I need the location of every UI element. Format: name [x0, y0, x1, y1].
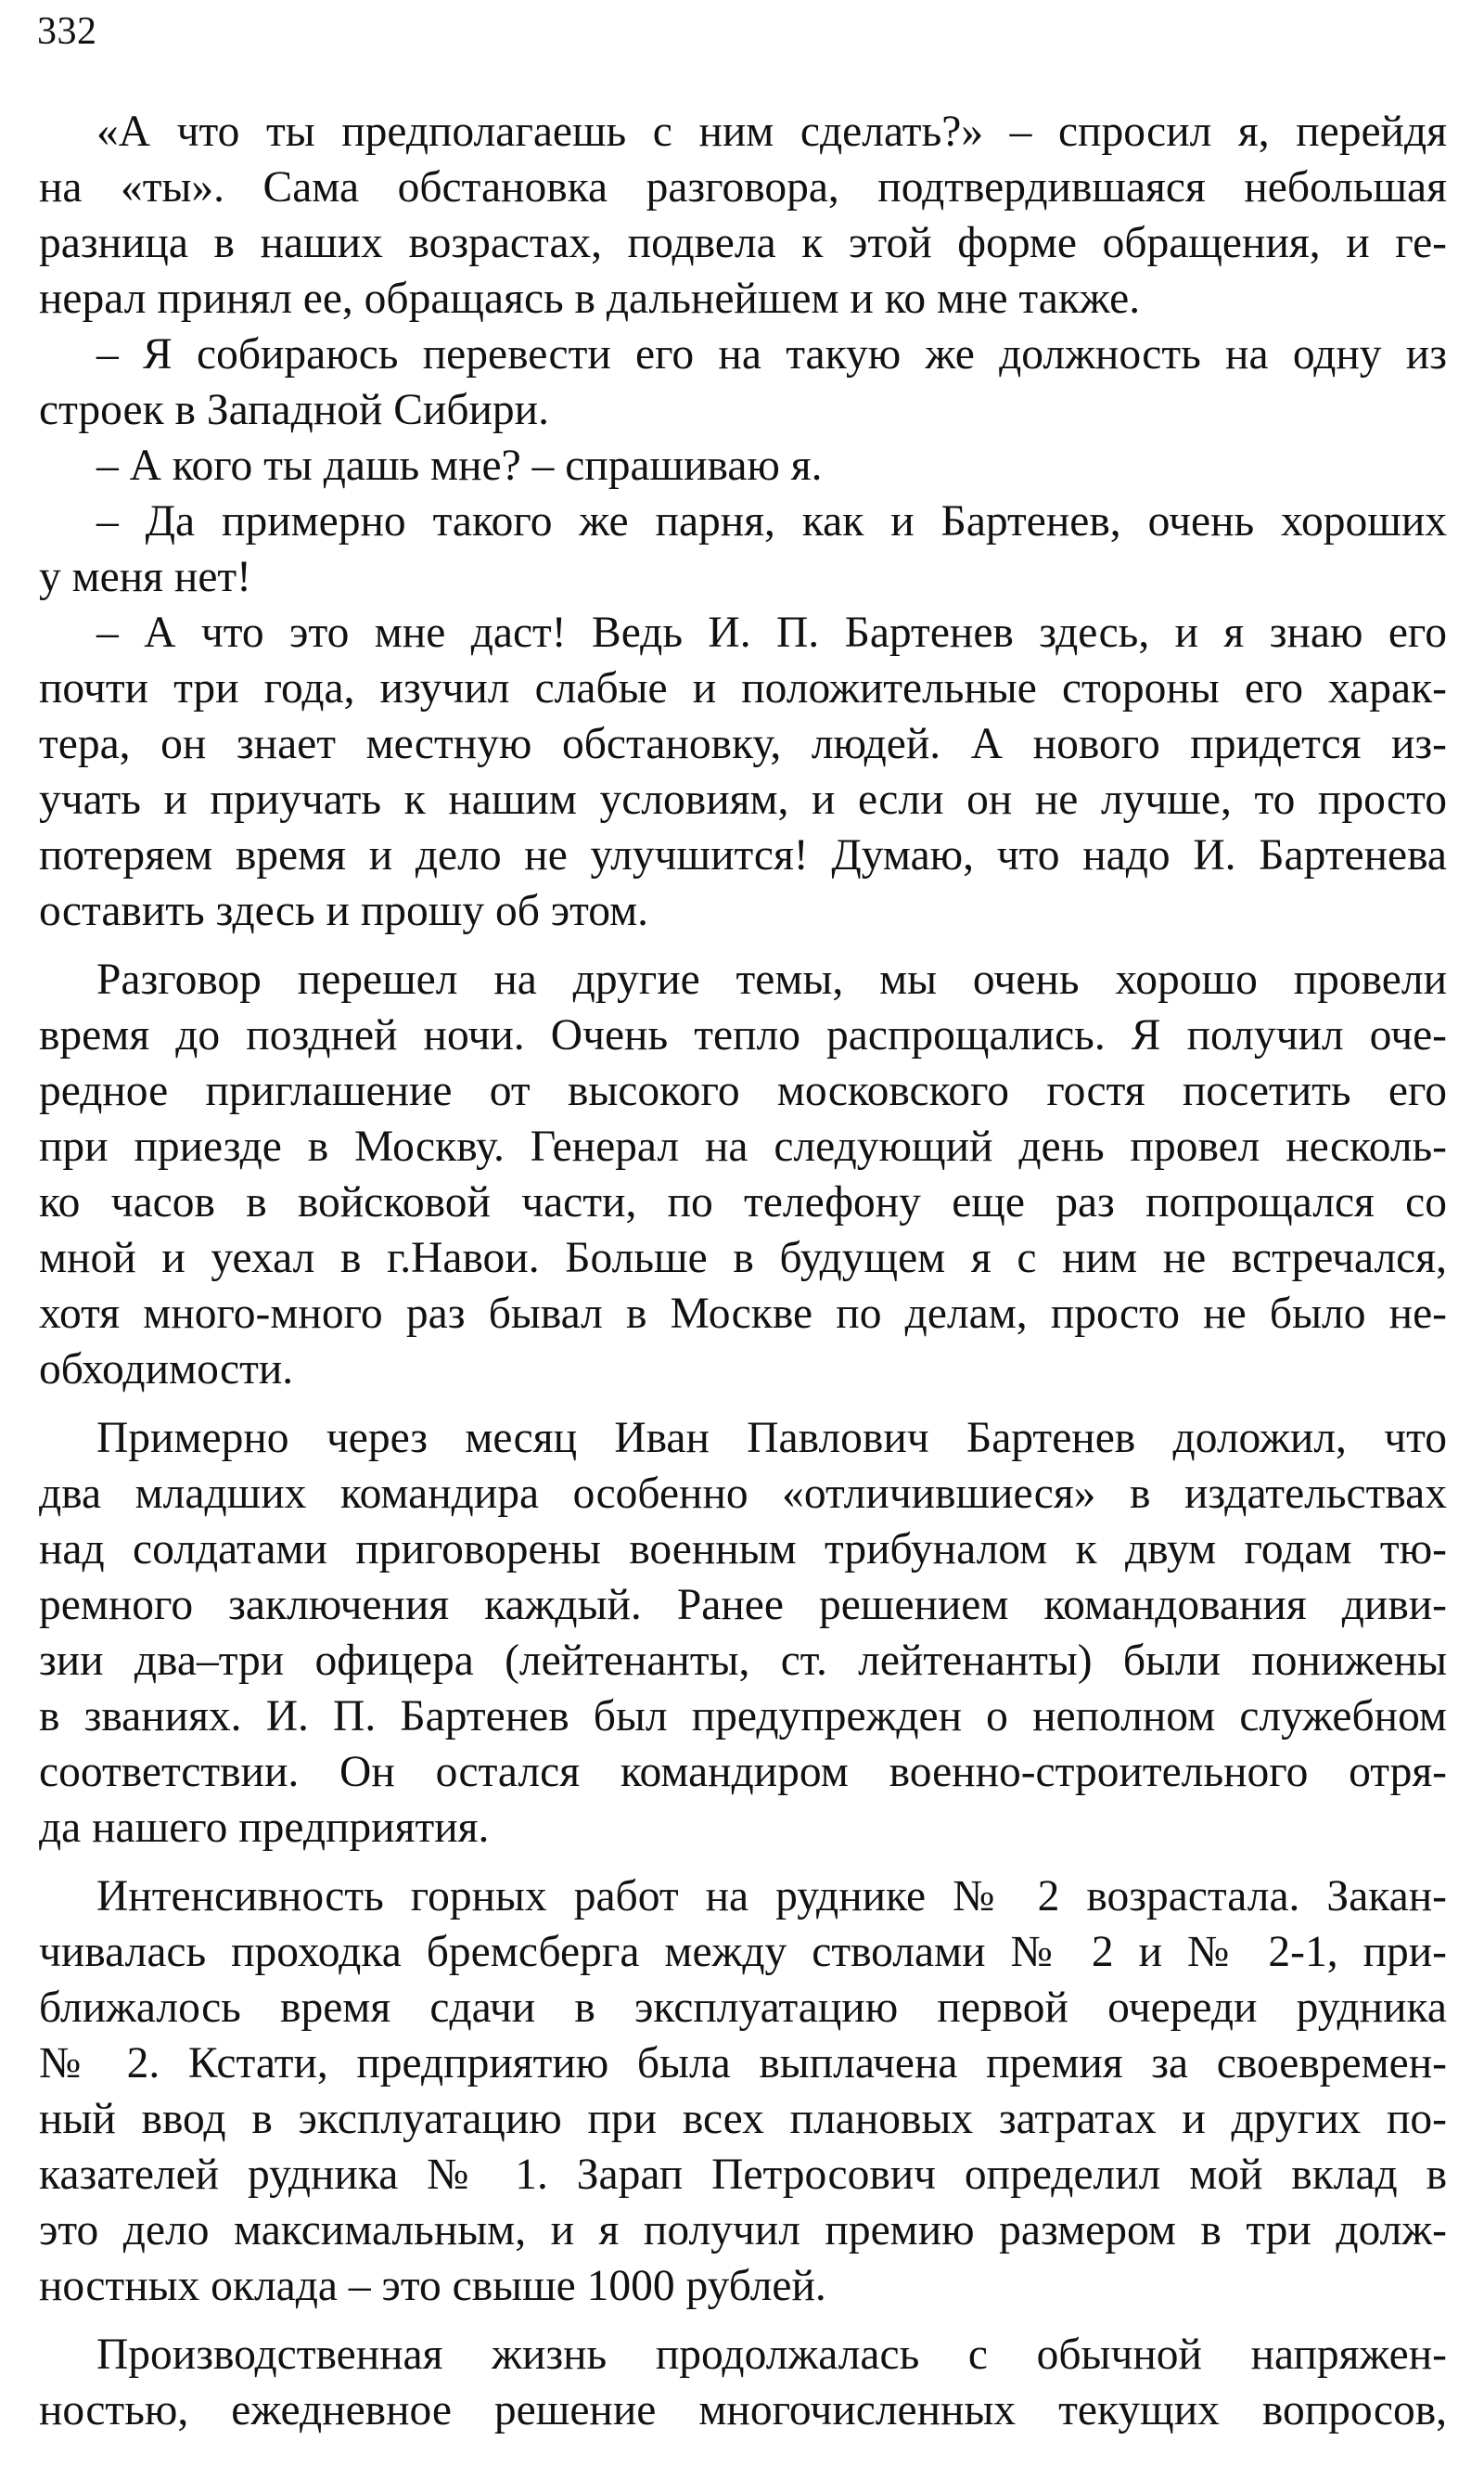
paragraph: [39, 2327, 1447, 2438]
text-line: – А кого ты дашь мне? – спрашиваю я.: [96, 442, 823, 490]
text-line: потеряем время и дело не улучшится! Думаю, что надо И. Бартенева: [39, 831, 1447, 880]
paragraph: [39, 327, 1447, 438]
text-line: Примерно через месяц Иван Павлович Бартенев доложил, что: [96, 1414, 1447, 1462]
text-line: тера, он знает местную обстановку, людей. А нового придется из-: [39, 720, 1447, 768]
paragraph-gap: [39, 2314, 1447, 2327]
text-line: ко часов в войсковой части, по телефону еще раз попрощался со: [39, 1178, 1447, 1227]
text-line: на «ты». Сама обстановка разговора, подтвердившаяся небольшая: [39, 163, 1447, 212]
paragraph: [39, 605, 1447, 939]
text-body: [39, 104, 1447, 2438]
page-number: 332: [37, 10, 97, 53]
text-line: обходимости.: [39, 1345, 294, 1394]
text-line: учать и приучать к нашим условиям, и если он не лучше, то просто: [39, 776, 1447, 824]
text-line: № 2. Кстати, предприятию была выплачена премия за своевремен-: [39, 2039, 1447, 2087]
text-line: да нашего предприятия.: [39, 1804, 490, 1852]
text-line: почти три года, изучил слабые и положительные стороны его харак-: [39, 664, 1447, 713]
text-line: ностных оклада – это свыше 1000 рублей.: [39, 2262, 826, 2310]
text-line: ный ввод в эксплуатацию при всех плановых затратах и других по-: [39, 2095, 1447, 2143]
paragraph: [39, 104, 1447, 327]
text-line: Разговор перешел на другие темы, мы очень хорошо провели: [96, 956, 1447, 1004]
text-line: – Я собираюсь перевести его на такую же должность на одну из: [96, 330, 1447, 379]
text-line: над солдатами приговорены военным трибуналом к двум годам тю-: [39, 1525, 1447, 1573]
text-line: ремного заключения каждый. Ранее решением командования диви-: [39, 1581, 1447, 1629]
text-line: при приезде в Москву. Генерал на следующий день провел несколь-: [39, 1123, 1447, 1171]
paragraph: [39, 438, 1447, 494]
text-line: чивалась проходка бремсберга между стволами № 2 и № 2-1, при-: [39, 1928, 1447, 1976]
text-line: у меня нет!: [39, 553, 251, 601]
text-line: – Да примерно такого же парня, как и Бартенев, очень хороших: [96, 497, 1447, 546]
text-line: Производственная жизнь продолжалась с обычной напряжен-: [96, 2331, 1447, 2379]
text-line: нерал принял ее, обращаясь в дальнейшем и ко мне также.: [39, 275, 1141, 323]
text-line: время до поздней ночи. Очень тепло распрощались. Я получил оче-: [39, 1011, 1447, 1060]
paragraph: [39, 952, 1447, 1397]
paragraph-gap: [39, 1856, 1447, 1869]
text-line: оставить здесь и прошу об этом.: [39, 887, 649, 935]
text-line: разница в наших возрастах, подвела к этой форме обращения, и ге-: [39, 219, 1447, 267]
text-line: Интенсивность горных работ на руднике № 2 возрастала. Закан-: [96, 1872, 1447, 1920]
text-line: зии два–три офицера (лейтенанты, ст. лейтенанты) были понижены: [39, 1637, 1447, 1685]
paragraph-gap: [39, 939, 1447, 952]
text-line: ностью, ежедневное решение многочисленных текущих вопросов,: [39, 2386, 1447, 2434]
text-line: соответствии. Он остался командиром военно-строительного отря-: [39, 1748, 1447, 1796]
text-line: редное приглашение от высокого московского гостя посетить его: [39, 1067, 1447, 1115]
text-line: строек в Западной Сибири.: [39, 386, 549, 434]
paragraph: [39, 494, 1447, 605]
text-line: хотя много-много раз бывал в Москве по делам, просто не было не-: [39, 1290, 1447, 1338]
text-line: мной и уехал в г.Навои. Больше в будущем я с ним не встречался,: [39, 1234, 1447, 1282]
text-line: это дело максимальным, и я получил премию размером в три долж-: [39, 2206, 1447, 2254]
text-line: ближалось время сдачи в эксплуатацию первой очереди рудника: [39, 1984, 1447, 2032]
text-line: – А что это мне даст! Ведь И. П. Бартенев здесь, и я знаю его: [96, 609, 1447, 657]
paragraph-gap: [39, 1397, 1447, 1410]
paragraph: [39, 1410, 1447, 1856]
text-line: казателей рудника № 1. Зарап Петросович определил мой вклад в: [39, 2151, 1447, 2199]
paragraph: [39, 1869, 1447, 2314]
text-line: в званиях. И. П. Бартенев был предупрежден о неполном служебном: [39, 1692, 1447, 1740]
text-line: два младших командира особенно «отличившиеся» в издательствах: [39, 1470, 1447, 1518]
text-line: «А что ты предполагаешь с ним сделать?» – спросил я, перейдя: [96, 108, 1447, 156]
